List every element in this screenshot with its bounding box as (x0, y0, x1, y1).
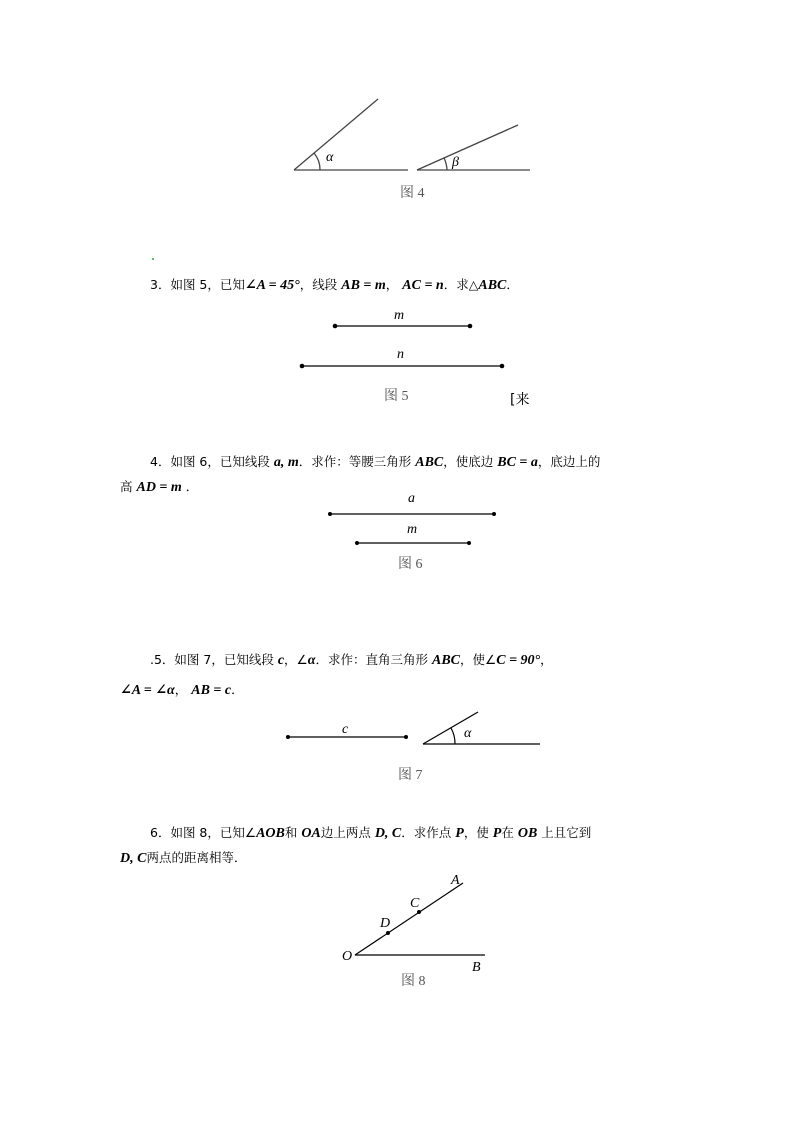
point-b-label: B (472, 960, 481, 975)
figure-7-caption: 图 7 (398, 768, 423, 783)
problem-5-line2: ∠A = ∠α， AB = c． (120, 682, 244, 698)
problem-4-line1: 4．如图 6，已知线段 a, m．求作：等腰三角形 ABC，使底边 BC = a，底边上的 (150, 454, 601, 470)
figure-7 (288, 712, 540, 744)
figure-8-caption: 图 8 (401, 974, 426, 989)
n-label: n (397, 347, 404, 362)
problem-5-line1: .5．如图 7，已知线段 c，∠α．求作：直角三角形 ABC，使∠C = 90°， (150, 652, 553, 668)
problem-6-line2: D, C两点的距离相等． (120, 850, 247, 866)
figure-6-caption: 图 6 (398, 557, 423, 572)
alpha-label: α (326, 150, 334, 165)
a-label: a (408, 491, 415, 506)
point-c-label: C (410, 896, 420, 911)
m-label: m (394, 308, 405, 323)
alpha-label-7: α (464, 726, 472, 741)
m-label-6: m (407, 522, 418, 537)
beta-label: β (452, 155, 459, 170)
problem-4-line2: 高 AD = m ． (120, 479, 199, 495)
figure-4-caption: 图 4 (400, 186, 425, 201)
c-label: c (342, 722, 349, 737)
problem-6-line1: 6．如图 8，已知∠AOB和 OA边上两点 D, C．求作点 P，使 P在 OB 上且它到 (150, 825, 592, 841)
figure-8 (355, 883, 485, 955)
point-a-label: A (451, 873, 460, 888)
point-o-label: O (342, 949, 353, 964)
problem-3: 3．如图 5，已知∠A = 45°，线段 AB = m， AC = n．求△ABC． (150, 277, 519, 293)
stray-dot (152, 258, 154, 260)
point-d-label: D (380, 916, 391, 931)
stray-text: [来 (510, 392, 530, 408)
figure-5-caption: 图 5 (384, 389, 409, 404)
